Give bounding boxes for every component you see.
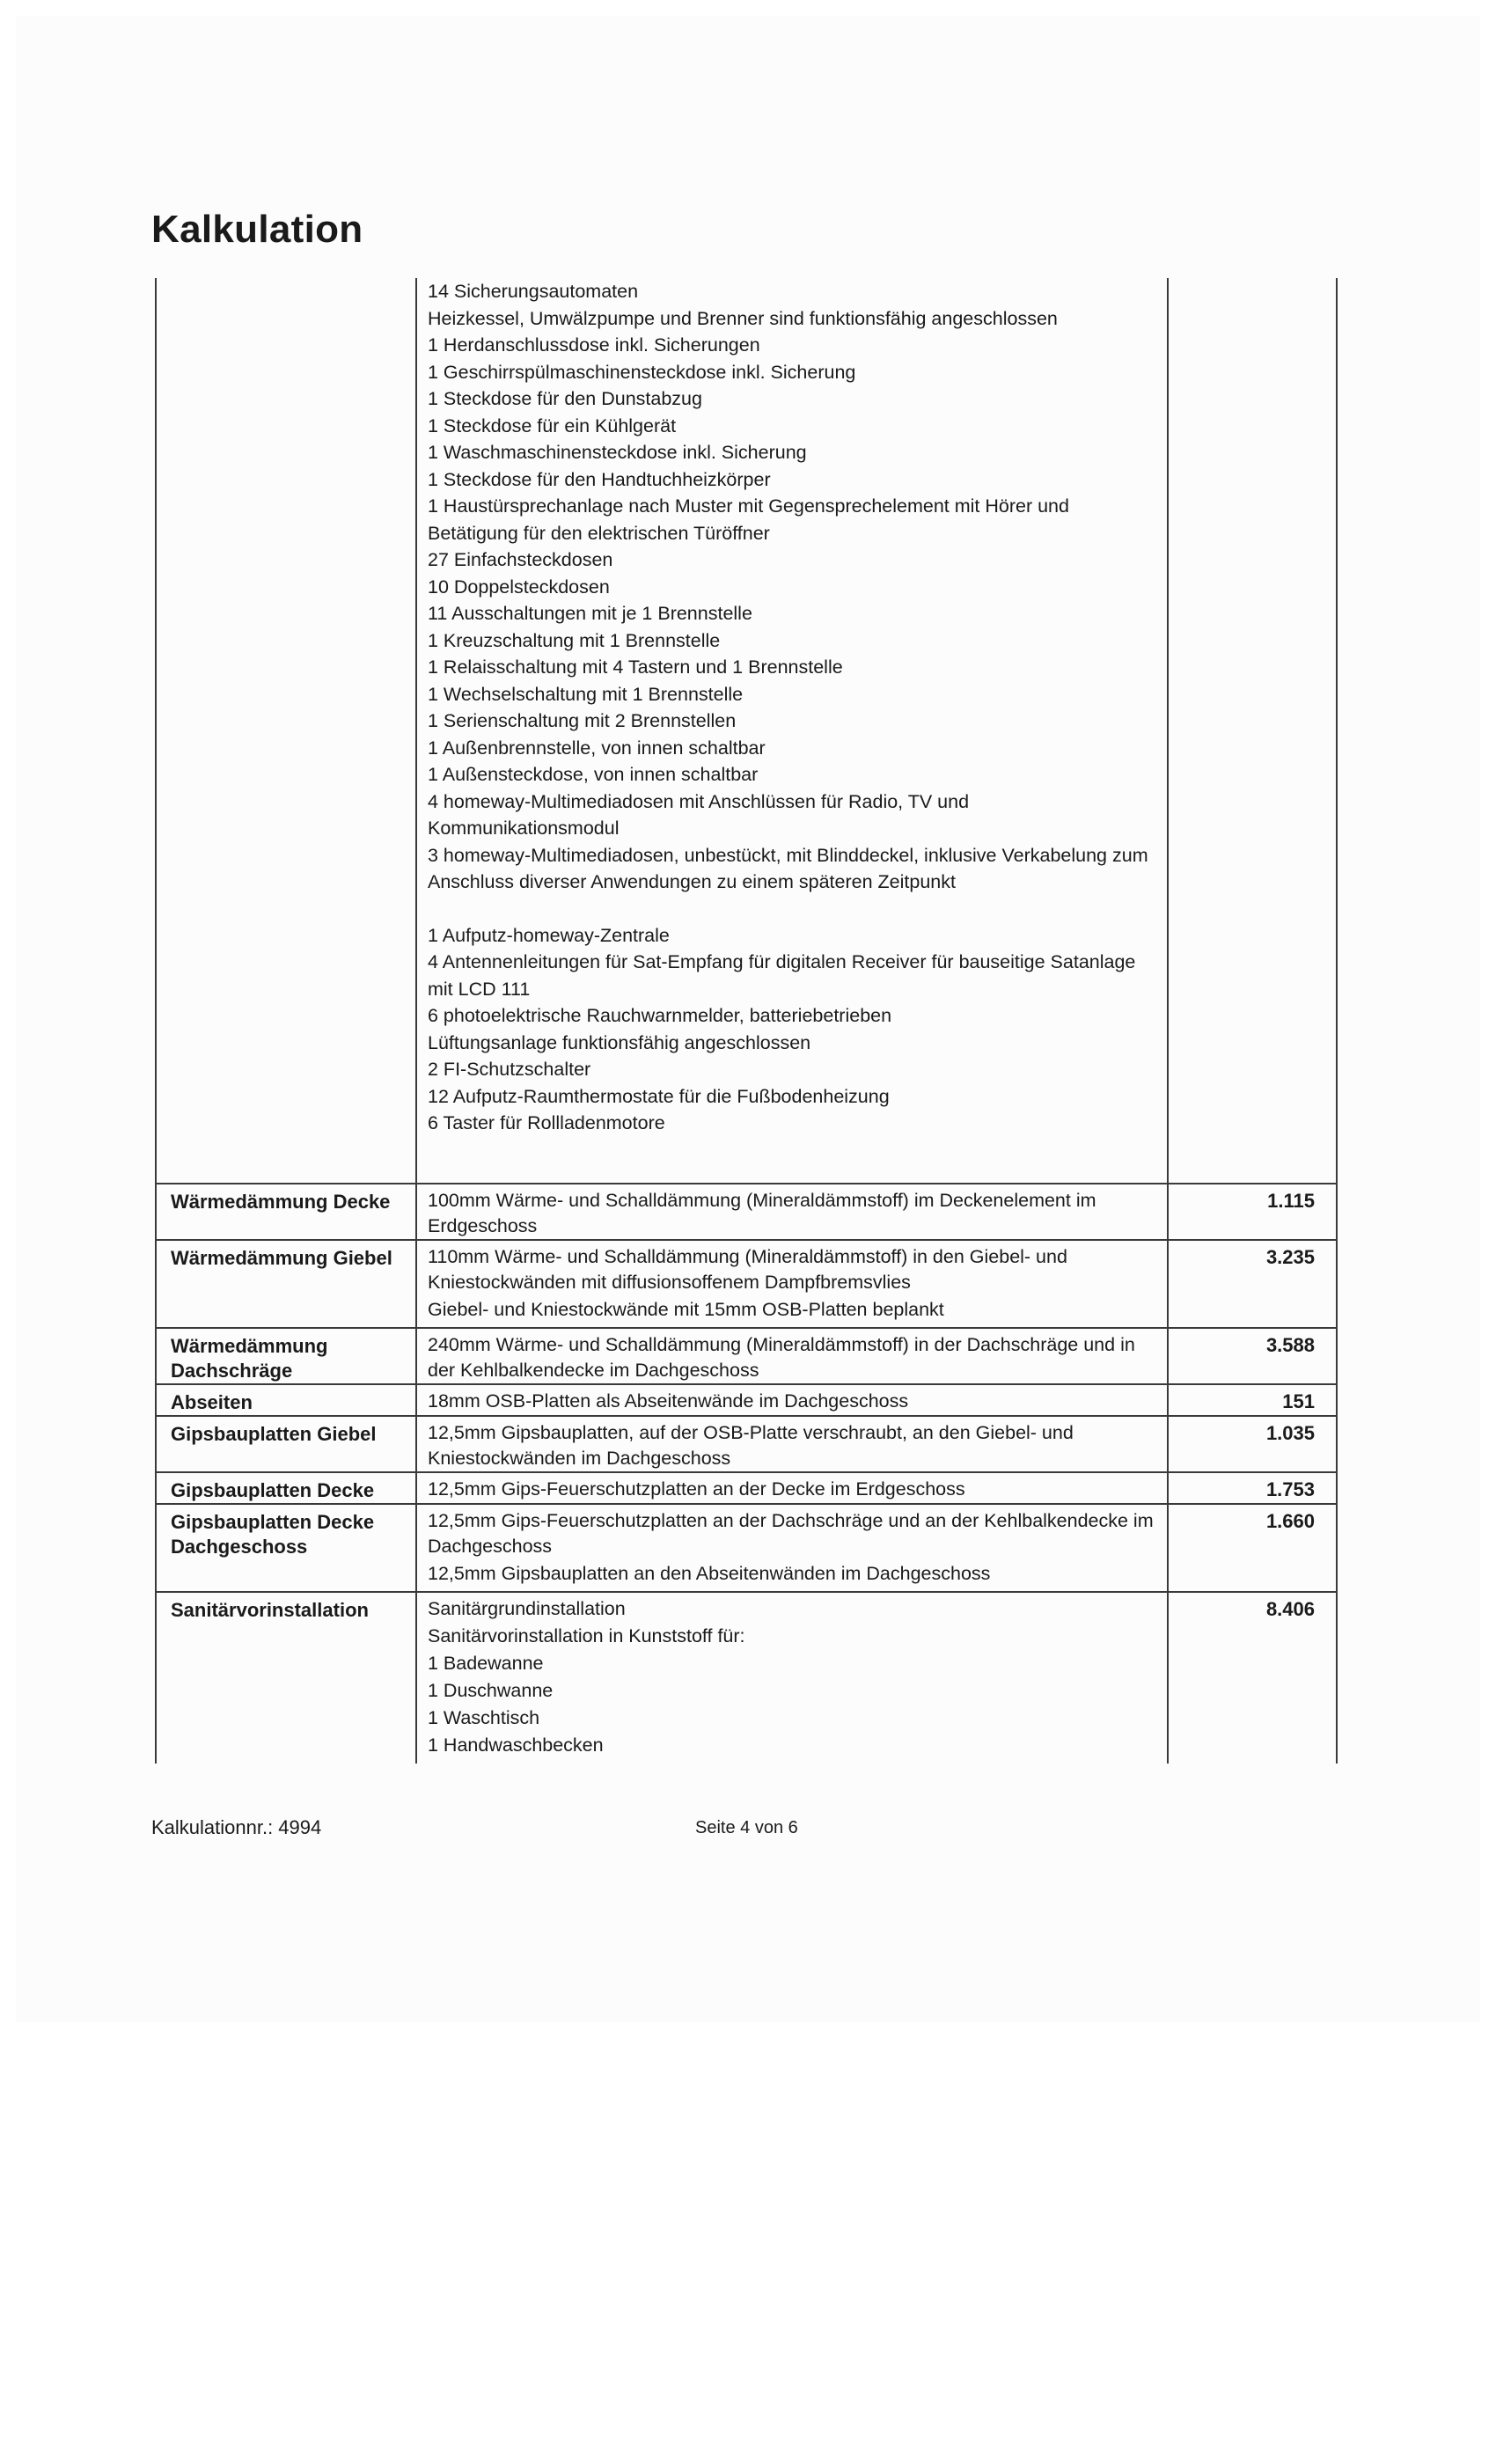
row-description: 18mm OSB-Platten als Abseitenwände im Dachgeschoss [428, 1390, 909, 1412]
list-item: 1 Außensteckdose, von innen schaltbar [428, 764, 759, 785]
list-item: 10 Doppelsteckdosen [428, 576, 610, 598]
row-description: 1 Waschtisch [428, 1707, 540, 1728]
row-amount: 3.588 [1265, 1334, 1315, 1356]
row-amount: 1.660 [1265, 1510, 1315, 1532]
list-item: 1 Relaisschaltung mit 4 Tastern und 1 Brennstelle [428, 656, 843, 678]
list-item: 1 Aufputz-homeway-Zentrale [428, 924, 670, 946]
table-row [155, 1239, 1338, 1329]
row-description: 110mm Wärme- und Schalldämmung (Mineraldämmstoff) in den Giebel- und Kniestockwänden mit diffusionsoffenem Dampfbremsvlies [428, 1246, 1067, 1293]
page-number: Seite 4 von 6 [695, 1818, 798, 1837]
list-item: 4 homeway-Multimediadosen mit Anschlüssen für Radio, TV und Kommunikationsmodul [428, 790, 970, 839]
list-item: 1 Serienschaltung mit 2 Brennstellen [428, 710, 737, 731]
row-description: Sanitärvorinstallation in Kunststoff für: [428, 1625, 745, 1646]
table-row [155, 1183, 1338, 1241]
row-description: 240mm Wärme- und Schalldämmung (Mineraldämmstoff) in der Dachschräge und in der Kehlbalkendecke im Dachgeschoss [428, 1334, 1135, 1381]
page-title: Kalkulation [151, 208, 363, 251]
row-description: 1 Badewanne [428, 1653, 544, 1674]
list-item: 1 Steckdose für ein Kühlgerät [428, 414, 677, 436]
calculation-table [155, 278, 1338, 1764]
list-item: 1 Herdanschlussdose inkl. Sicherungen [428, 334, 760, 356]
row-description: 1 Handwaschbecken [428, 1734, 604, 1756]
list-item: Heizkessel, Umwälzpumpe und Brenner sind funktionsfähig angeschlossen [428, 307, 1058, 329]
row-descriptions [428, 1244, 1158, 1324]
row-category: Abseiten [171, 1391, 253, 1413]
row-descriptions [428, 1389, 1158, 1416]
row-category: Gipsbauplatten Decke Dachgeschoss [171, 1511, 375, 1558]
row-category: Sanitärvorinstallation [171, 1599, 369, 1621]
list-item: 1 Wechselschaltung mit 1 Brennstelle [428, 683, 744, 705]
row-descriptions [428, 1420, 1158, 1473]
calculation-number: Kalkulationnr.: 4994 [151, 1816, 322, 1838]
row-category: Gipsbauplatten Decke [171, 1479, 375, 1501]
list-item: 3 homeway-Multimediadosen, unbestückt, mit Blinddeckel, inklusive Verkabelung zum Anschluss diverser Anwendungen zu einem späteren Zeitpunkt [428, 844, 1148, 892]
row-category: Wärmedämmung Giebel [171, 1247, 392, 1269]
row-description: Sanitärgrundinstallation [428, 1598, 626, 1619]
list-item: 6 photoelektrische Rauchwarnmelder, batteriebetrieben [428, 1005, 892, 1026]
first-block-list [428, 278, 1158, 1137]
table-row [155, 1503, 1338, 1593]
table-row [155, 1471, 1338, 1505]
row-category: Wärmedämmung Decke [171, 1191, 391, 1213]
table-row-electrical [155, 278, 1338, 1183]
table-row [155, 1383, 1338, 1417]
list-item: 1 Geschirrspülmaschinensteckdose inkl. Sicherung [428, 361, 856, 383]
row-amount: 1.035 [1265, 1422, 1315, 1444]
row-amount: 1.753 [1265, 1478, 1315, 1500]
list-item: 1 Kreuzschaltung mit 1 Brennstelle [428, 629, 721, 651]
list-item: 11 Ausschaltungen mit je 1 Brennstelle [428, 603, 752, 624]
list-item: 6 Taster für Rollladenmotore [428, 1112, 665, 1133]
row-descriptions [428, 1332, 1158, 1385]
list-item: 2 FI-Schutzschalter [428, 1059, 591, 1080]
row-descriptions [428, 1188, 1158, 1241]
list-item: 4 Antennenleitungen für Sat-Empfang für digitalen Receiver für bauseitige Satanlage mit LCD 111 [428, 951, 1136, 1000]
row-description: 12,5mm Gipsbauplatten, auf der OSB-Platte verschraubt, an den Giebel- und Kniestockwänden im Dachgeschoss [428, 1422, 1074, 1469]
row-description: Giebel- und Kniestockwände mit 15mm OSB-Platten beplankt [428, 1299, 944, 1320]
list-item: 27 Einfachsteckdosen [428, 549, 613, 570]
list-item: 12 Aufputz-Raumthermostate für die Fußbodenheizung [428, 1085, 890, 1107]
list-item: 1 Haustürsprechanlage nach Muster mit Gegensprechelement mit Hörer und Betätigung für den elektrischen Türöffner [428, 495, 1069, 544]
table-row [155, 1327, 1338, 1385]
list-item: 1 Waschmaschinensteckdose inkl. Sicherung [428, 442, 807, 463]
list-item: 1 Steckdose für den Dunstabzug [428, 388, 702, 409]
row-descriptions [428, 1596, 1158, 1760]
row-descriptions [428, 1477, 1158, 1504]
table-row [155, 1415, 1338, 1473]
row-description: 12,5mm Gips-Feuerschutzplatten an der Dachschräge und an der Kehlbalkendecke im Dachgeschoss [428, 1510, 1154, 1557]
row-description: 12,5mm Gipsbauplatten an den Abseitenwänden im Dachgeschoss [428, 1563, 991, 1584]
row-description: 1 Duschwanne [428, 1680, 554, 1701]
row-category: Wärmedämmung Dachschräge [171, 1335, 328, 1382]
row-description: 100mm Wärme- und Schalldämmung (Mineraldämmstoff) im Deckenelement im Erdgeschoss [428, 1190, 1096, 1236]
list-item: 14 Sicherungsautomaten [428, 281, 639, 302]
row-category: Gipsbauplatten Giebel [171, 1423, 377, 1445]
row-amount: 151 [1282, 1390, 1315, 1412]
row-amount: 8.406 [1265, 1598, 1315, 1620]
row-amount: 1.115 [1267, 1190, 1315, 1212]
list-item: 1 Außenbrennstelle, von innen schaltbar [428, 737, 766, 759]
list-item: 1 Steckdose für den Handtuchheizkörper [428, 468, 771, 490]
row-amount: 3.235 [1265, 1246, 1315, 1268]
row-descriptions [428, 1508, 1158, 1588]
table-row [155, 1591, 1338, 1765]
list-item: Lüftungsanlage funktionsfähig angeschlossen [428, 1031, 811, 1053]
row-description: 12,5mm Gips-Feuerschutzplatten an der Decke im Erdgeschoss [428, 1478, 965, 1500]
